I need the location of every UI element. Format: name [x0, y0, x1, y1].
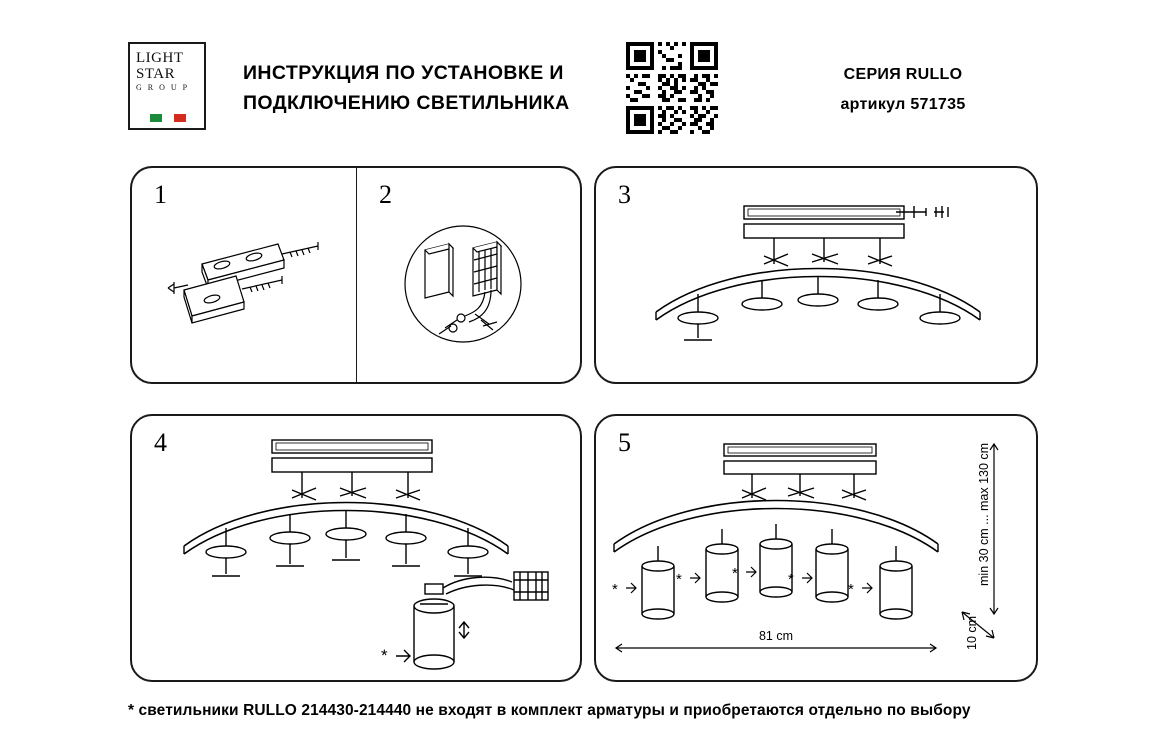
page-title [243, 58, 633, 118]
asterisk-2: * [676, 571, 682, 588]
wiring-connection-diagram [357, 168, 583, 386]
step-panel-5 [594, 414, 1038, 682]
asterisk-3: * [732, 565, 738, 582]
step-panel-1 [130, 166, 356, 384]
document-header [128, 40, 1038, 132]
logo-line-2: STAR [136, 66, 176, 82]
page-title-line-2: ПОДКЛЮЧЕНИЮ СВЕТИЛЬНИКА [243, 92, 570, 114]
italian-flag-icon [150, 114, 186, 122]
step-number-1: 1 [154, 180, 167, 209]
asterisk-5: * [848, 581, 854, 598]
footnote: * светильники RULLO 214430-214440 не входят в комплект арматуры и приобретаются отдельно по выбору [128, 702, 971, 719]
product-info [768, 60, 1038, 120]
depth-label: 10 cm [965, 615, 979, 650]
lamp-module-diagram [132, 416, 584, 684]
lightstar-logo [128, 42, 206, 130]
svg-text:*: * [381, 646, 388, 665]
mounting-bracket-diagram [132, 168, 358, 386]
step-panel-3 [594, 166, 1038, 384]
logo-line-1: LIGHT [136, 50, 184, 66]
height-label: min 30 cm ... max 130 cm [977, 442, 991, 586]
rod-assembly-diagram [596, 168, 1040, 386]
asterisk-1: * [612, 581, 618, 598]
logo-group-text: G R O U P [136, 83, 190, 92]
step-number-4: 4 [154, 428, 167, 457]
width-label: 81 cm [758, 629, 794, 643]
step-panel-2 [356, 166, 582, 384]
asterisk-4: * [788, 571, 794, 588]
final-dimensions-diagram [596, 416, 1040, 684]
article-label: артикул 571735 [840, 96, 966, 113]
series-label: СЕРИЯ RULLO [843, 66, 963, 83]
step-number-3: 3 [618, 180, 631, 209]
step-number-2: 2 [379, 180, 392, 209]
step-number-5: 5 [618, 428, 631, 457]
qr-code-icon [626, 42, 718, 134]
page-title-line-1: ИНСТРУКЦИЯ ПО УСТАНОВКЕ И [243, 62, 564, 84]
step-panel-4 [130, 414, 582, 682]
